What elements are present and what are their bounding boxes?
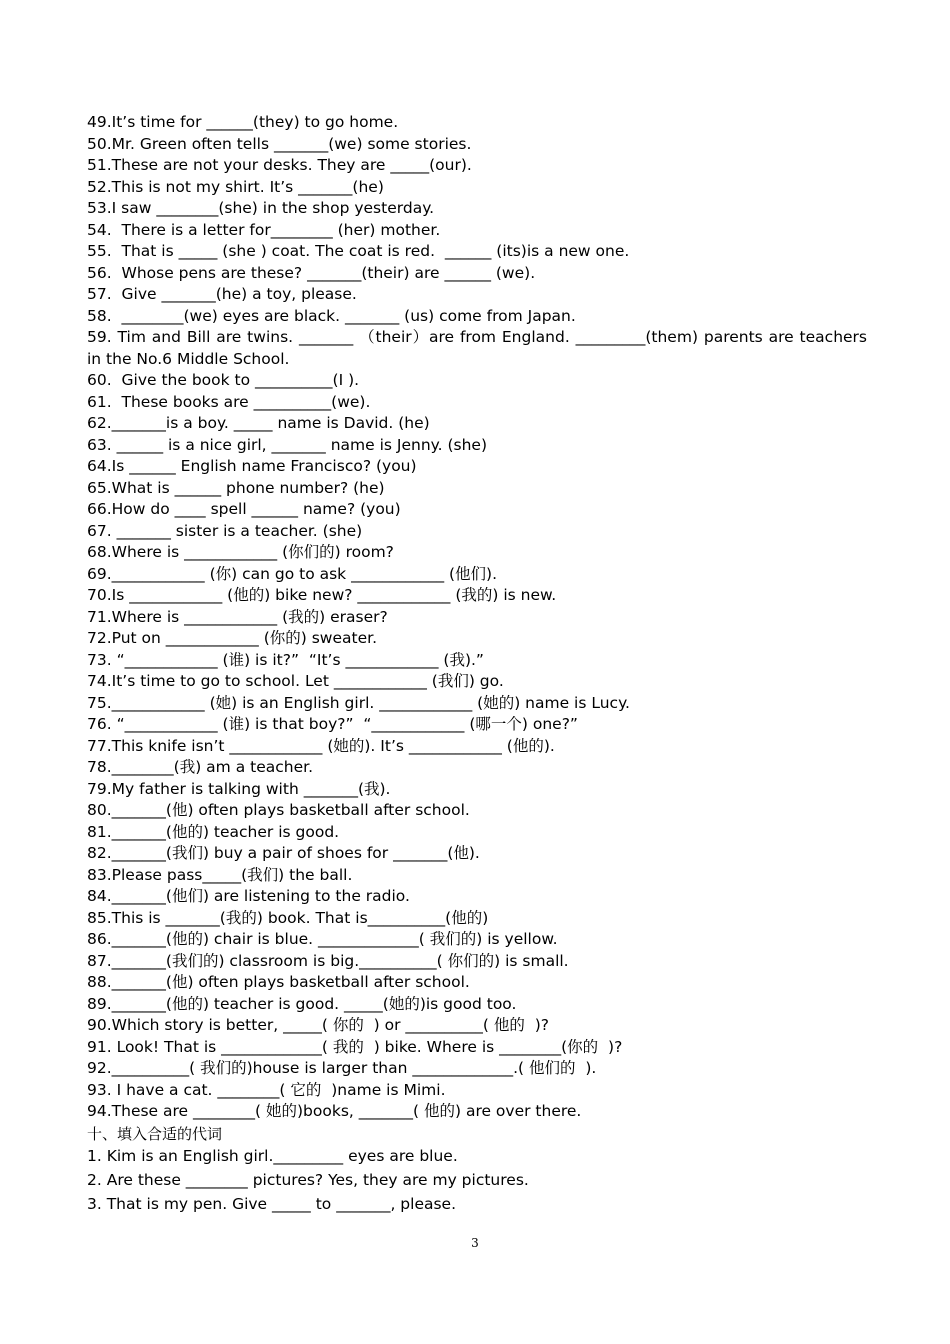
exercise-line: 80._______(他) often plays basketball after school.	[87, 801, 470, 819]
exercise-line: 74.It’s time to go to school. Let ____________ (我们) go.	[87, 672, 504, 690]
exercise-line: 71.Where is ____________ (我的) eraser?	[87, 607, 388, 626]
section-heading: 十、填入合适的代词	[87, 1124, 223, 1143]
exercise-line: 68.Where is ____________ (你们的) room?	[87, 543, 394, 561]
section-item-list	[87, 1144, 867, 1216]
exercise-line: 54. There is a letter for________ (her) mother.	[87, 220, 441, 239]
exercise-line: 57. Give _______(he) a toy, please.	[87, 285, 357, 303]
exercise-line: 94.These are ________( 她的)books, _______( 他的) are over there.	[87, 1102, 582, 1120]
exercise-line: 72.Put on ____________ (你的) sweater.	[87, 629, 378, 647]
exercise-line: 81._______(他的) teacher is good.	[87, 822, 340, 841]
worksheet-content	[87, 112, 867, 1216]
exercise-line: 86._______(他的) chair is blue. _____________( 我们的) is yellow.	[87, 930, 558, 948]
exercise-line: 69.____________ (你) can go to ask ____________ (他们).	[87, 564, 498, 583]
exercise-line: 50.Mr. Green often tells _______(we) some stories.	[87, 134, 472, 153]
exercise-line: 53.I saw ________(she) in the shop yesterday.	[87, 199, 435, 217]
exercise-line: 62._______is a boy. _____ name is David. (he)	[87, 414, 430, 432]
exercise-line: 66.How do ____ spell ______ name? (you)	[87, 500, 401, 518]
exercise-line: 88._______(他) often plays basketball after school.	[87, 973, 470, 991]
page-number: 3	[471, 1236, 479, 1250]
exercise-line: 58. ________(we) eyes are black. _______ (us) come from Japan.	[87, 306, 576, 325]
exercise-line: 90.Which story is better, _____( 你的 ) or __________( 他的 )?	[87, 1016, 550, 1034]
exercise-line: 73. “____________ (谁) is it?” “It’s ____________ (我).”	[87, 650, 484, 669]
exercise-line: 52.This is not my shirt. It’s _______(he)	[87, 177, 384, 196]
section-item: 3. That is my pen. Give _____ to _______, please.	[87, 1194, 457, 1213]
exercise-line: 77.This knife isn’t ____________ (她的). It’s ____________ (他的).	[87, 736, 555, 755]
section-item: 1. Kim is an English girl._________ eyes are blue.	[87, 1146, 458, 1165]
exercise-line: 82._______(我们) buy a pair of shoes for _______(他).	[87, 844, 480, 862]
exercise-line: 49.It’s time for ______(they) to go home.	[87, 113, 399, 131]
exercise-line: 89._______(他的) teacher is good. _____(她的)is good too.	[87, 994, 517, 1013]
exercise-line: 91. Look! That is _____________( 我的 ) bike. Where is ________(你的 )?	[87, 1037, 623, 1056]
exercise-line: 78.________(我) am a teacher.	[87, 758, 313, 776]
exercise-line: 59. Tim and Bill are twins. _______ （their）are from England. _________(them) parents are teachers in the No.6 Middle School.	[87, 328, 867, 368]
exercise-line: 70.Is ____________ (他的) bike new? ____________ (我的) is new.	[87, 586, 557, 604]
exercise-line: 51.These are not your desks. They are _____(our).	[87, 156, 472, 174]
exercise-line: 92.__________( 我们的)house is larger than _____________.( 他们的 ).	[87, 1059, 597, 1077]
exercise-list	[87, 112, 867, 1123]
section-item: 2. Are these ________ pictures? Yes, they are my pictures.	[87, 1170, 529, 1189]
exercise-line: 87._______(我们的) classroom is big.__________( 你们的) is small.	[87, 951, 569, 970]
exercise-line: 63. ______ is a nice girl, _______ name is Jenny. (she)	[87, 435, 488, 454]
exercise-line: 84._______(他们) are listening to the radio.	[87, 887, 410, 905]
exercise-line: 55. That is _____ (she ) coat. The coat is red. ______ (its)is a new one.	[87, 242, 630, 260]
exercise-line: 64.Is ______ English name Francisco? (you)	[87, 457, 417, 475]
exercise-line: 56. Whose pens are these? _______(their) are ______ (we).	[87, 263, 536, 282]
exercise-line: 60. Give the book to __________(I ).	[87, 371, 360, 389]
exercise-line: 65.What is ______ phone number? (he)	[87, 478, 385, 497]
exercise-line: 75.____________ (她) is an English girl. ____________ (她的) name is Lucy.	[87, 693, 630, 712]
exercise-line: 93. I have a cat. ________( 它的 )name is Mimi.	[87, 1080, 446, 1099]
exercise-line: 67. _______ sister is a teacher. (she)	[87, 521, 363, 540]
exercise-line: 85.This is _______(我的) book. That is__________(他的)	[87, 908, 489, 927]
exercise-line: 61. These books are __________(we).	[87, 392, 371, 411]
exercise-line: 76. “____________ (谁) is that boy?” “____________ (哪一个) one?”	[87, 715, 578, 733]
exercise-line: 79.My father is talking with _______(我).	[87, 779, 391, 798]
exercise-line: 83.Please pass_____(我们) the ball.	[87, 865, 353, 884]
